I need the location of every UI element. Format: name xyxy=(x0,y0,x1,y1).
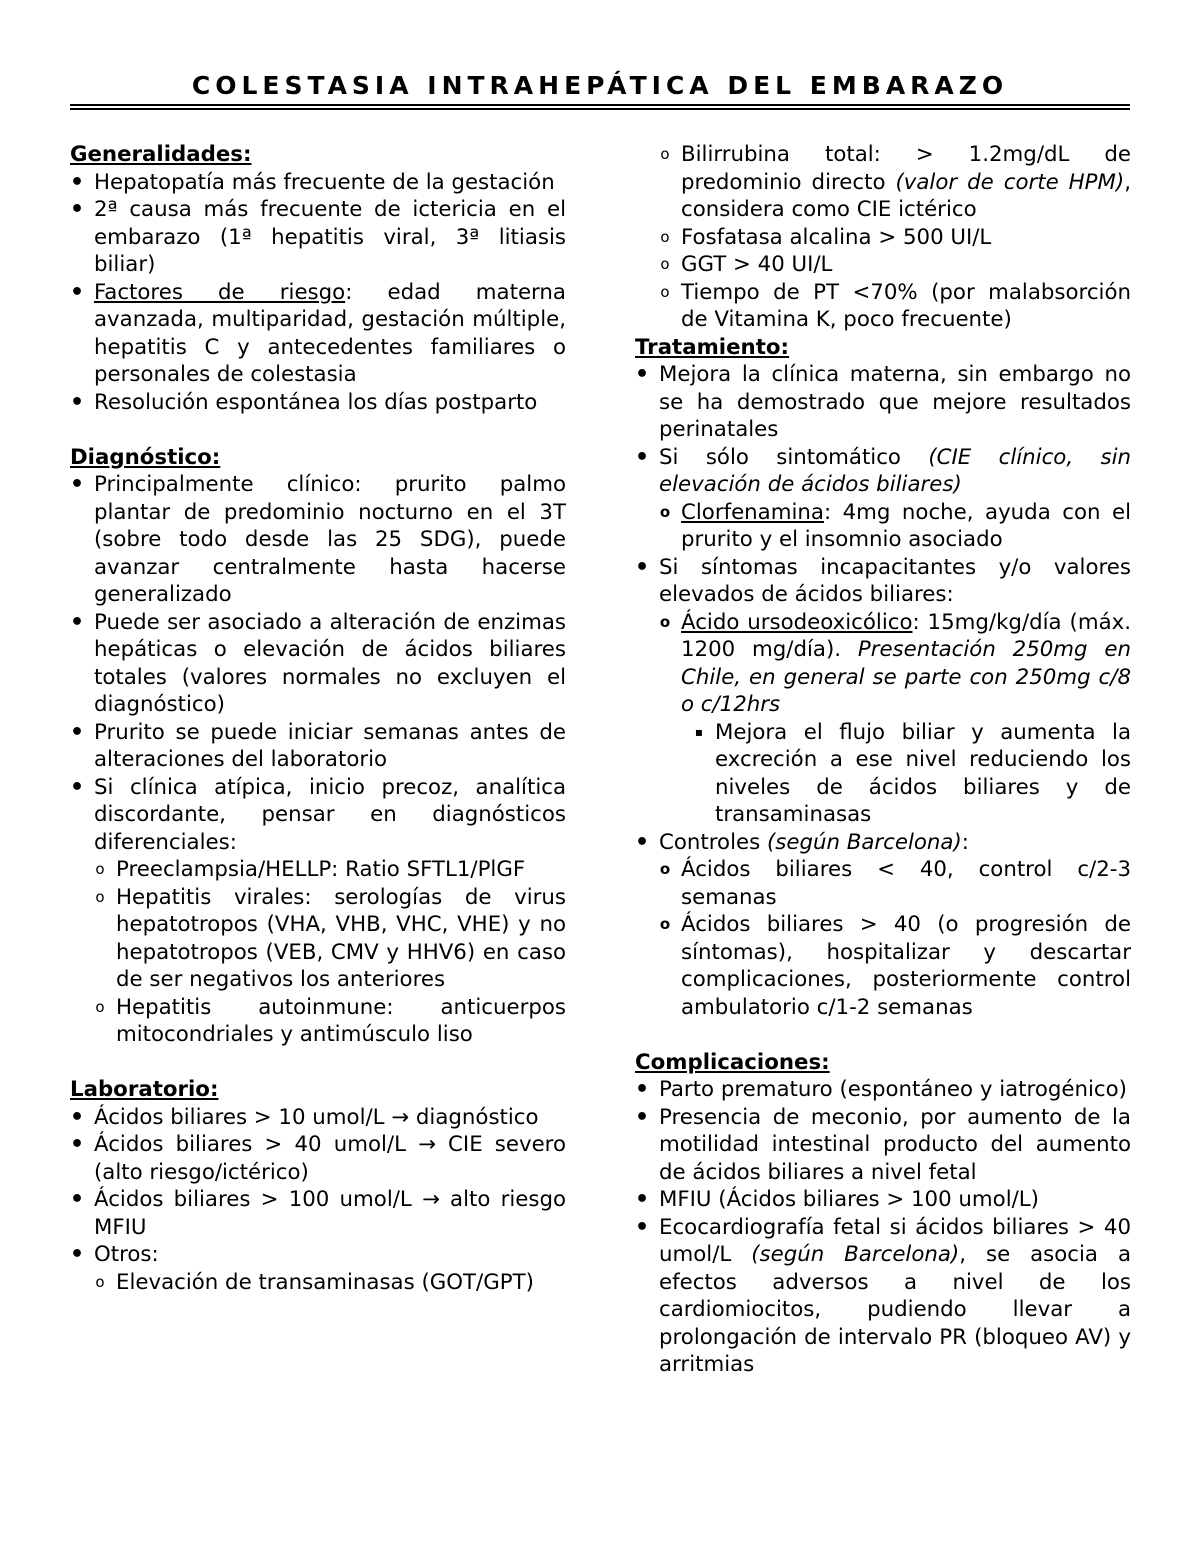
sub-list-item-text: Bilirrubina total: > 1.2mg/dL de predominio directo xyxy=(681,142,1131,195)
list-item-text: Si síntomas incapacitantes y/o valores elevados de ácidos biliares: xyxy=(659,554,1131,607)
bullet-marker: • xyxy=(70,472,85,497)
list-item xyxy=(70,471,566,609)
list-item-text: , se asocia a efectos adversos a nivel de los cardiomiocitos, pudiendo llevar a prolongación de intervalo PR (bloqueo AV) y arritmias xyxy=(659,1242,1131,1377)
bullet-marker: • xyxy=(70,197,85,222)
bullet-marker: • xyxy=(635,1214,650,1240)
bullet-marker: • xyxy=(70,389,85,415)
list-item xyxy=(70,279,566,389)
sub-list-item-text: Preeclampsia/HELLP: Ratio SFTL1/PlGF xyxy=(116,857,526,882)
section-heading: Laboratorio: xyxy=(70,1077,219,1102)
circle-marker: o xyxy=(660,227,670,246)
underlined-term: Factores de riesgo xyxy=(94,279,346,305)
bullet-list xyxy=(635,361,1131,499)
bullet-marker: • xyxy=(635,554,650,580)
sub-list-item-text: Elevación de transaminasas (GOT/GPT) xyxy=(116,1269,534,1295)
list-item xyxy=(70,169,566,197)
title-double-rule xyxy=(70,104,1130,110)
bullet-marker: • xyxy=(635,1104,650,1130)
rule-line-top xyxy=(70,104,1130,106)
circle-marker: o xyxy=(659,860,671,878)
list-item xyxy=(635,361,1131,444)
circle-marker: o xyxy=(95,997,105,1016)
sub-list-item xyxy=(635,279,1131,334)
list-item xyxy=(70,1241,566,1269)
list-item xyxy=(70,1186,566,1241)
section-generalidades xyxy=(70,141,566,416)
list-item xyxy=(635,829,1131,857)
bullet-marker: • xyxy=(70,719,85,745)
list-item xyxy=(635,1104,1131,1187)
circle-marker: o xyxy=(659,502,671,521)
list-item xyxy=(70,196,566,279)
sub-list-item xyxy=(635,856,1131,911)
sub-list xyxy=(635,609,1131,719)
list-item-text: Ácidos biliares > 10 umol/L → diagnóstico xyxy=(94,1104,539,1130)
underlined-term: Clorfenamina xyxy=(681,499,824,525)
list-item xyxy=(635,444,1131,499)
list-item-text: Si clínica atípica, inicio precoz, analítica discordante, pensar en diagnósticos diferenciales: xyxy=(94,774,566,855)
sub-list-continued xyxy=(635,141,1131,334)
rule-line-bottom xyxy=(70,108,1130,110)
circle-marker: o xyxy=(660,255,670,273)
list-item-text: Puede ser asociado a alteración de enzimas hepáticas o elevación de ácidos biliares totales (valores normales no excluyen el diagnóstico) xyxy=(94,609,566,717)
section-spacer xyxy=(70,1049,566,1077)
list-item-text: Ácidos biliares > 100 umol/L → alto riesgo MFIU xyxy=(94,1187,566,1240)
section-complicaciones xyxy=(635,1049,1131,1379)
list-item-text: Controles xyxy=(659,829,767,855)
italic-note: (valor de corte HPM) xyxy=(895,169,1125,195)
list-item-text: : edad materna avanzada, multiparidad, gestación múltiple, hepatitis C y antecedentes familiares o personales de colestasia xyxy=(94,279,566,387)
bullet-marker: • xyxy=(635,362,650,387)
list-item xyxy=(70,774,566,857)
square-marker: ▪ xyxy=(694,724,704,739)
circle-marker: o xyxy=(660,282,670,301)
section-tratamiento xyxy=(635,334,1131,1022)
italic-note: (según Barcelona) xyxy=(766,829,962,855)
sub-list-item xyxy=(635,224,1131,252)
list-item-text: Resolución espontánea los días postparto xyxy=(94,389,538,415)
list-item xyxy=(635,1076,1131,1104)
bullet-marker: • xyxy=(635,829,650,855)
list-item xyxy=(635,554,1131,609)
circle-marker: o xyxy=(95,1272,105,1291)
left-column xyxy=(70,141,566,1296)
list-item-text: Mejora la clínica materna, sin embargo no se ha demostrado que mejore resultados perinatales xyxy=(659,362,1131,442)
list-item xyxy=(70,389,566,417)
sub-list-item-text: : 15mg/kg/día (máx. 1200 mg/día). xyxy=(681,609,1131,662)
sub-list-item xyxy=(635,911,1131,1021)
document-title: COLESTASIA INTRAHEPÁTICA DEL EMBARAZO xyxy=(191,71,1009,100)
circle-marker: o xyxy=(659,915,671,933)
section-heading: Generalidades: xyxy=(70,142,252,167)
circle-marker: o xyxy=(660,145,670,163)
section-spacer xyxy=(635,1021,1131,1049)
list-item-text: Ácidos biliares > 40 umol/L → CIE severo (alto riesgo/ictérico) xyxy=(94,1132,566,1185)
section-heading: Tratamiento: xyxy=(635,334,790,360)
sub-list-item-text: Hepatitis autoinmune: anticuerpos mitocondriales y antimúsculo liso xyxy=(116,994,566,1047)
sub-list-item xyxy=(635,499,1131,554)
section-spacer xyxy=(70,416,566,444)
list-item-text: Si sólo sintomático xyxy=(659,444,929,470)
bullet-list xyxy=(635,554,1131,609)
sub-list-item xyxy=(70,1269,566,1297)
list-item-text: Ecocardiografía fetal si ácidos biliares > 40 umol/L xyxy=(659,1214,1131,1267)
bullet-list xyxy=(70,1104,566,1269)
list-item-text: MFIU (Ácidos biliares > 100 umol/L) xyxy=(659,1187,1039,1212)
list-item-text: Otros: xyxy=(94,1242,159,1267)
list-item xyxy=(70,1131,566,1186)
bullet-marker: • xyxy=(70,609,85,635)
sub-list-item-text: Fosfatasa alcalina > 500 UI/L xyxy=(681,224,992,250)
list-item xyxy=(70,719,566,774)
bullet-marker: • xyxy=(70,1104,85,1130)
list-item-text: Principalmente clínico: prurito palmo plantar de predominio nocturno en el 3T (sobre todo desde las 25 SDG), puede avanzar centralmente hasta hacerse generalizado xyxy=(94,472,566,607)
sub-list-item-text: Tiempo de PT <70% (por malabsorción de Vitamina K, poco frecuente) xyxy=(681,279,1131,332)
list-item-text: 2ª causa más frecuente de ictericia en el embarazo (1ª hepatitis viral, 3ª litiasis biliar) xyxy=(94,197,566,277)
bullet-marker: • xyxy=(70,1242,85,1267)
sub-list-item-text: Ácidos biliares > 40 (o progresión de síntomas), hospitalizar y descartar complicaciones, posteriormente control ambulatorio c/1-2 semanas xyxy=(681,912,1131,1020)
bullet-marker: • xyxy=(70,169,85,195)
section-laboratorio xyxy=(70,1076,566,1296)
list-item xyxy=(635,1214,1131,1379)
bullet-marker: • xyxy=(635,1077,650,1102)
italic-note: Presentación 250mg en Chile, en general se parte con 250mg c/8 o c/12hrs xyxy=(681,637,1131,717)
sub-list-item xyxy=(70,994,566,1049)
bullet-marker: • xyxy=(635,1187,650,1212)
list-item-text: Hepatopatía más frecuente de la gestación xyxy=(94,169,555,195)
sub-list-item-text: Ácidos biliares < 40, control c/2-3 semanas xyxy=(681,857,1131,910)
sub-list xyxy=(70,856,566,1049)
sub-sub-list-item-text: Mejora el flujo biliar y aumenta la excreción a ese nivel reduciendo los niveles de ácidos biliares y de transaminasas xyxy=(715,719,1131,827)
circle-marker: o xyxy=(95,860,105,878)
list-item-text: Prurito se puede iniciar semanas antes de alteraciones del laboratorio xyxy=(94,719,566,772)
right-column xyxy=(635,141,1131,1379)
list-item-text: Parto prematuro (espontáneo y iatrogénico) xyxy=(659,1077,1127,1102)
section-heading: Diagnóstico: xyxy=(70,444,221,470)
circle-marker: o xyxy=(659,612,671,631)
sub-list-item-text: , considera como CIE ictérico xyxy=(681,169,1131,222)
bullet-marker: • xyxy=(70,774,85,800)
sub-sub-list xyxy=(635,719,1131,829)
sub-list-item-text: GGT > 40 UI/L xyxy=(681,252,833,277)
sub-list-item-text: Hepatitis virales: serologías de virus hepatotropos (VHA, VHB, VHC, VHE) y no hepatotropos (VEB, CMV y HHV6) en caso de ser negativos los anteriores xyxy=(116,884,566,992)
bullet-marker: • xyxy=(70,279,85,305)
sub-list-item-text: : 4mg noche, ayuda con el prurito y el insomnio asociado xyxy=(681,499,1131,552)
sub-list xyxy=(635,856,1131,1021)
list-item-text: : xyxy=(961,829,969,855)
sub-list-item xyxy=(635,609,1131,719)
section-diagnostico xyxy=(70,444,566,1049)
sub-list-item xyxy=(70,856,566,884)
list-item-text: Presencia de meconio, por aumento de la motilidad intestinal producto del aumento de ácidos biliares a nivel fetal xyxy=(659,1104,1131,1185)
sub-list-item xyxy=(635,251,1131,279)
sub-list xyxy=(635,499,1131,554)
list-item xyxy=(635,1186,1131,1214)
bullet-list xyxy=(70,471,566,856)
underlined-term: Ácido ursodeoxicólico xyxy=(681,609,913,635)
circle-marker: o xyxy=(95,887,105,906)
bullet-list xyxy=(70,169,566,417)
italic-note: (según Barcelona) xyxy=(751,1242,960,1267)
bullet-marker: • xyxy=(635,444,650,470)
bullet-marker: • xyxy=(70,1132,85,1157)
section-heading: Complicaciones: xyxy=(635,1049,830,1075)
italic-note: (CIE clínico, sin elevación de ácidos biliares) xyxy=(659,444,1131,497)
sub-list-item xyxy=(70,884,566,994)
bullet-list xyxy=(635,829,1131,857)
list-item xyxy=(70,1104,566,1132)
list-item xyxy=(70,609,566,719)
bullet-list xyxy=(635,1076,1131,1379)
sub-list xyxy=(70,1269,566,1297)
sub-sub-list-item xyxy=(635,719,1131,829)
sub-list-item xyxy=(635,141,1131,224)
bullet-marker: • xyxy=(70,1187,85,1212)
